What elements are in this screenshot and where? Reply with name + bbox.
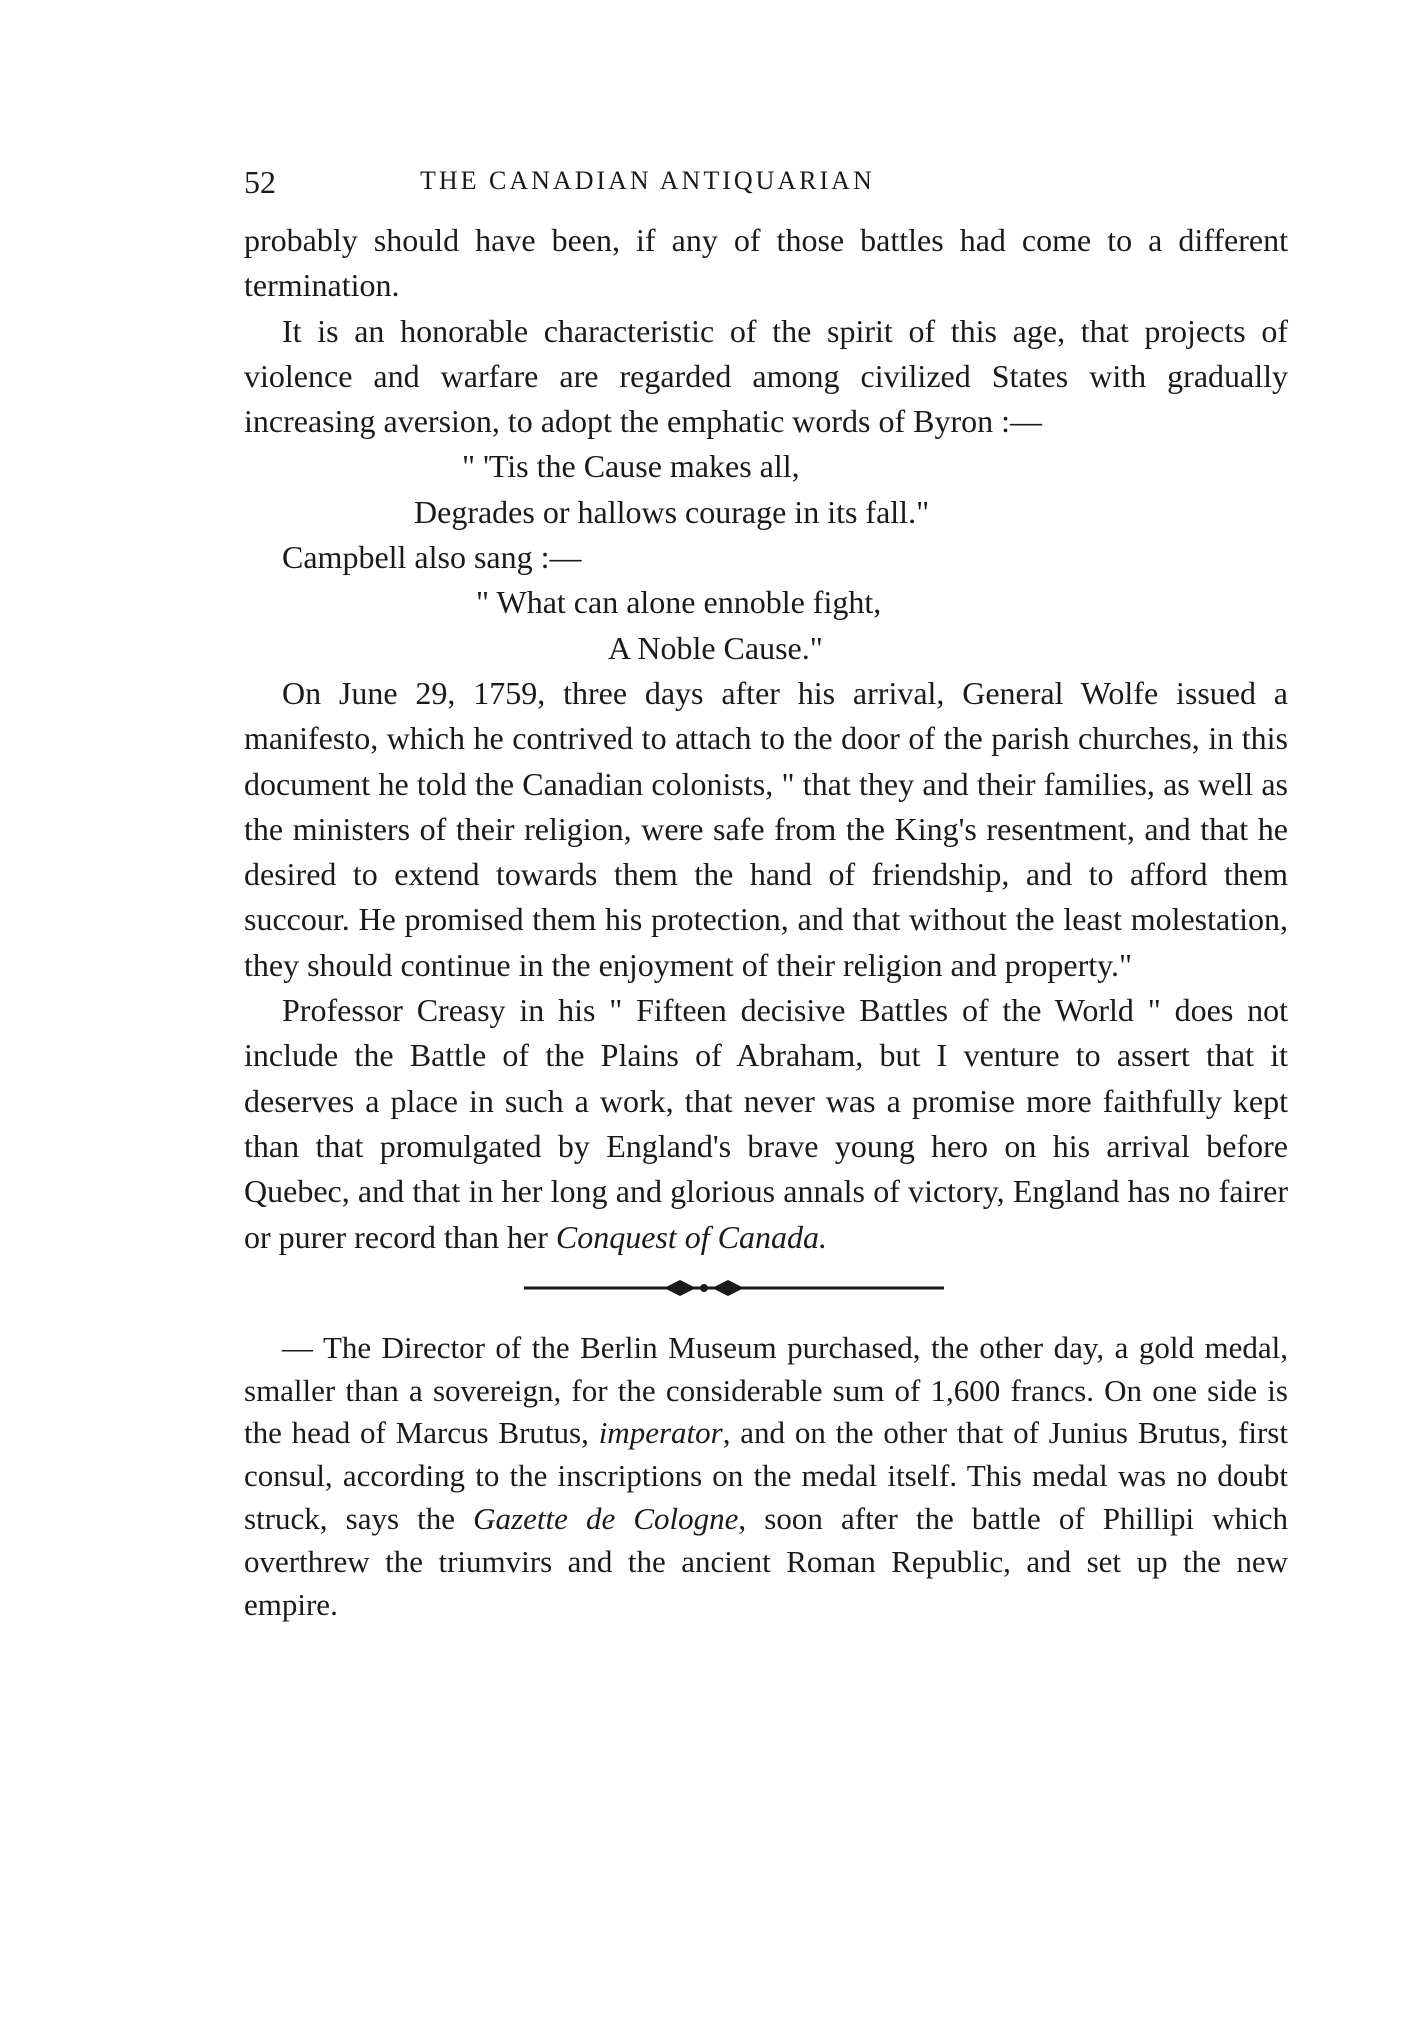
note-part-a: — The Director of the Berlin Museum purchased, the other day, a gold medal, smaller than a sovereign, for the considerable sum of 1,600 francs. On one side is the head of Marcus Brutus, (244, 1329, 1288, 1451)
paragraph-creasy (244, 988, 1288, 1260)
paragraph-byron: It is an honorable characteristic of the spirit of this age, that projects of violence and warfare are regarded among civilized States with gradually increasing aversion, to adopt the emphatic words of Byron :— (244, 312, 1288, 440)
paragraph-continuation: probably should have been, if any of those battles had come to a different termination. (244, 222, 1288, 304)
note-italic-gazette: Gazette de Cologne (473, 1501, 739, 1537)
verse-campbell-line-1: " What can alone ennoble fight, (476, 584, 882, 621)
verse-campbell-line-2: A Noble Cause." (608, 629, 823, 666)
page-body (244, 218, 1288, 1626)
note-part-e: , soon after the battle of Phillipi which overthrew the triumvirs and the ancient Roman Republic, and set up the new empire. (244, 1501, 1288, 1622)
paragraph-wolfe-manifesto: On June 29, 1759, three days after his arrival, General Wolfe issued a manifesto, which he contrived to attach to the door of the parish churches, in this document he told the Canadian colonists, " that they and their families, as well as the ministers of their religion, were safe from the King's resentment, and that he desired to extend towards them the hand of friendship, and to afford them succour. He promised them his protection, and that without the least molestation, they should continue in the enjoyment of their religion and property." (244, 674, 1288, 983)
page-header (240, 158, 1160, 208)
news-note-berlin-medal (244, 1327, 1288, 1627)
running-title: THE CANADIAN ANTIQUARIAN (420, 166, 875, 195)
paragraph-creasy-text: Professor Creasy in his " Fifteen decisive Battles of the World " does not include the Battle of the Plains of Abraham, but I venture to assert that it deserves a place in such a work, that never was a promise more faithfully kept than that promulgated by England's brave young hero on his arrival before Quebec, and that in her long and glorious annals of victory, England has no fairer or purer record than her (244, 992, 1288, 1255)
paragraph-creasy-italic: Conquest of Canada. (555, 1218, 827, 1255)
note-part-c: , and on the other that of Junius Brutus, first consul, according to the inscriptions on the medal itself. This medal was no doubt struck, says the (244, 1415, 1288, 1537)
verse-byron-line-2: Degrades or hallows courage in its fall." (414, 493, 930, 530)
page-number: 52 (244, 164, 276, 200)
campbell-intro: Campbell also sang :— (282, 539, 582, 576)
verse-byron-line-1: " 'Tis the Cause makes all, (462, 448, 800, 485)
note-italic-imperator: imperator (598, 1415, 723, 1451)
section-separator-ornament (244, 1266, 1288, 1310)
